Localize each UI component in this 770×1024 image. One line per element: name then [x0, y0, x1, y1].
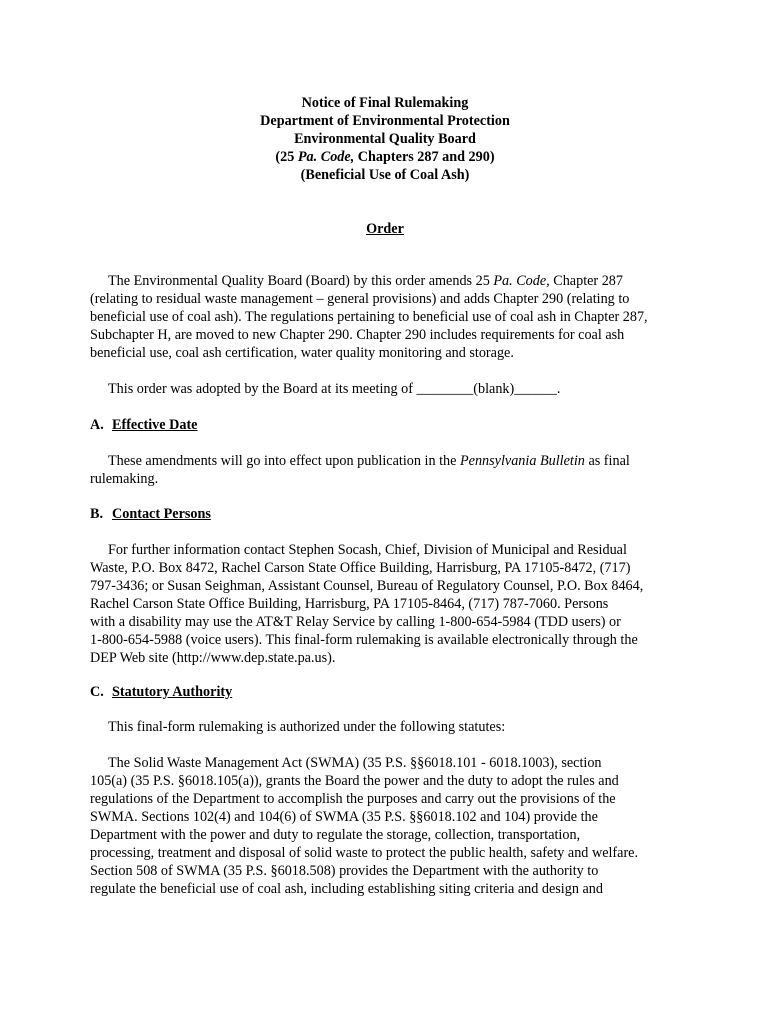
header-chapters [0, 148, 770, 166]
section-a-line [90, 452, 690, 470]
adopted-period: . [556, 381, 561, 397]
section-a-line: rulemaking. [90, 471, 159, 487]
header-department: Department of Environmental Protection [260, 113, 510, 129]
section-b-line: Rachel Carson State Office Building, Harrisburg, PA 17105-8464, (717) 787-7060. Persons [90, 596, 609, 612]
intro-paragraph [90, 272, 690, 362]
document-header [0, 94, 770, 184]
header-chapters-suffix: Chapters 287 and 290) [354, 149, 495, 165]
section-b-line: For further information contact Stephen Socash, Chief, Division of Municipal and Residual [108, 542, 627, 558]
section-c-line: 105(a) (35 P.S. §6018.105(a)), grants the Board the power and the duty to adopt the rules and [90, 773, 619, 789]
section-c-line: The Solid Waste Management Act (SWMA) (35 P.S. §§6018.101 - 6018.1003), section [108, 755, 602, 771]
section-b-line: DEP Web site (http://www.dep.state.pa.us). [90, 650, 336, 666]
order-heading: Order [366, 221, 404, 237]
header-board: Environmental Quality Board [294, 131, 476, 147]
section-c-label: C. [90, 684, 104, 700]
section-c-line: Section 508 of SWMA (35 P.S. §6018.508) provides the Department with the authority to [90, 863, 599, 879]
section-b-line: 1-800-654-5988 (voice users). This final-form rulemaking is available electronically through the [90, 632, 638, 648]
adopted-paragraph [90, 380, 690, 398]
intro-pa-code: Pa. Code, [493, 273, 550, 289]
section-b-line: Waste, P.O. Box 8472, Rachel Carson State Office Building, Harrisburg, PA 17105-8472, (717) [90, 560, 631, 576]
header-notice-title: Notice of Final Rulemaking [301, 95, 469, 111]
section-a-body [90, 452, 690, 488]
section-b-line: 797-3436; or Susan Seighman, Assistant Counsel, Bureau of Regulatory Counsel, P.O. Box 8464, [90, 578, 644, 594]
section-a-label: A. [90, 417, 104, 433]
adopted-text: This order was adopted by the Board at its meeting of [108, 381, 417, 397]
section-b [90, 505, 690, 523]
section-a [90, 416, 690, 434]
intro-line: (relating to residual waste management – general provisions) and adds Chapter 290 (relating to [90, 291, 630, 307]
section-a-title: Effective Date [112, 417, 198, 433]
intro-line: Subchapter H, are moved to new Chapter 290. Chapter 290 includes requirements for coal ash [90, 327, 625, 343]
intro-text: Chapter 287 [549, 273, 623, 289]
section-c-body [90, 754, 690, 898]
section-c-line: SWMA. Sections 102(4) and 104(6) of SWMA (35 P.S. §§6018.102 and 104) provide the [90, 809, 598, 825]
pennsylvania-bulletin: Pennsylvania Bulletin [459, 453, 585, 469]
section-c-line: regulations of the Department to accomplish the purposes and carry out the provisions of the [90, 791, 616, 807]
section-c-title: Statutory Authority [112, 684, 233, 700]
section-c-intro [90, 718, 690, 736]
section-b-label: B. [90, 506, 104, 522]
section-b-title: Contact Persons [112, 506, 211, 522]
adopted-line [90, 380, 690, 398]
intro-line: beneficial use of coal ash). The regulations pertaining to beneficial use of coal ash in Chapter 287, [90, 309, 648, 325]
section-c-line: Department with the power and duty to regulate the storage, collection, transportation, [90, 827, 581, 843]
section-b-heading [90, 505, 690, 523]
section-c-intro-line: This final-form rulemaking is authorized under the following statutes: [108, 719, 506, 735]
section-c-heading [90, 683, 690, 701]
intro-text: The Environmental Quality Board (Board) by this order amends 25 [108, 273, 494, 289]
section-a-heading [90, 416, 690, 434]
intro-line: beneficial use, coal ash certification, water quality monitoring and storage. [90, 345, 514, 361]
header-pa-code: Pa. Code, [297, 149, 355, 165]
intro-line [90, 272, 690, 290]
header-subject: (Beneficial Use of Coal Ash) [300, 167, 470, 183]
section-b-line: with a disability may use the AT&T Relay Service by calling 1-800-654-5984 (TDD users) or [90, 614, 621, 630]
section-a-text: as final [584, 453, 630, 469]
meeting-date-blank: ________(blank)______ [416, 381, 557, 397]
section-c-line: processing, treatment and disposal of solid waste to protect the public health, safety and welfare. [90, 845, 639, 861]
section-b-body [90, 541, 690, 667]
section-a-text: These amendments will go into effect upon publication in the [108, 453, 460, 469]
header-chapters-prefix: (25 [275, 149, 298, 165]
section-c-line: regulate the beneficial use of coal ash, including establishing siting criteria and design and [90, 881, 603, 897]
section-c [90, 683, 690, 701]
